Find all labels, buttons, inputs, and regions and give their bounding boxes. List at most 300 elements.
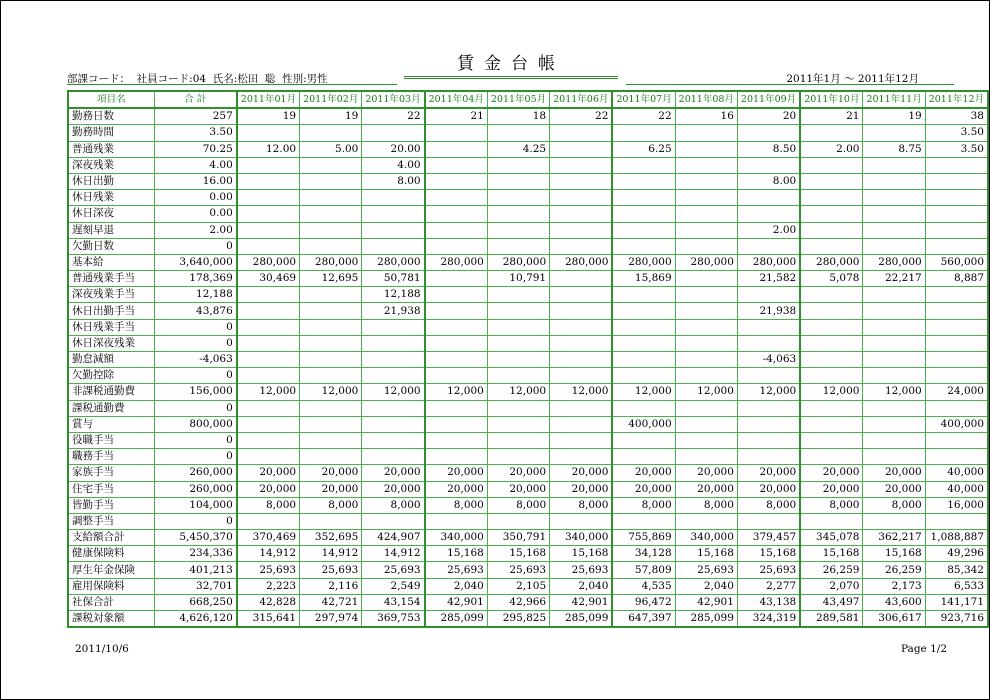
column-header-month: 2011年02月 bbox=[300, 91, 362, 108]
month-cell: 379,457 bbox=[737, 530, 800, 546]
month-cell: 350,791 bbox=[487, 530, 549, 546]
month-cell: 16,000 bbox=[925, 497, 988, 513]
table-row bbox=[68, 287, 988, 303]
row-total-cell: 800,000 bbox=[154, 416, 237, 432]
month-cell: 306,617 bbox=[863, 611, 925, 628]
month-cell: 20,000 bbox=[863, 465, 925, 481]
month-cell: 40,000 bbox=[925, 465, 988, 481]
month-cell bbox=[737, 190, 800, 206]
month-cell bbox=[300, 400, 362, 416]
month-cell bbox=[800, 190, 863, 206]
month-cell bbox=[550, 141, 613, 157]
row-total-cell: 3,640,000 bbox=[154, 254, 237, 270]
month-cell: 12,000 bbox=[675, 384, 737, 400]
month-cell: 8,000 bbox=[550, 497, 613, 513]
row-total-cell: 0 bbox=[154, 400, 237, 416]
month-cell bbox=[300, 303, 362, 319]
month-cell bbox=[925, 190, 988, 206]
month-cell bbox=[612, 125, 675, 141]
month-cell bbox=[800, 432, 863, 448]
row-label: 欠勤控除 bbox=[68, 368, 154, 384]
month-cell bbox=[237, 206, 300, 222]
month-cell bbox=[237, 287, 300, 303]
month-cell: 8,000 bbox=[863, 497, 925, 513]
month-cell bbox=[612, 352, 675, 368]
month-cell: 8,000 bbox=[612, 497, 675, 513]
month-cell: 12,000 bbox=[612, 384, 675, 400]
month-cell: 25,693 bbox=[300, 562, 362, 578]
month-cell bbox=[300, 368, 362, 384]
month-cell: 21,938 bbox=[737, 303, 800, 319]
row-label: 休日深夜残業 bbox=[68, 335, 154, 351]
month-cell: 8,000 bbox=[237, 497, 300, 513]
month-cell bbox=[237, 190, 300, 206]
month-cell bbox=[612, 303, 675, 319]
month-cell bbox=[487, 400, 549, 416]
month-cell: 20,000 bbox=[800, 465, 863, 481]
month-cell: 34,128 bbox=[612, 546, 675, 562]
month-cell: 10,791 bbox=[487, 271, 549, 287]
table-row bbox=[68, 481, 988, 497]
month-cell: 42,966 bbox=[487, 594, 549, 610]
month-cell: 340,000 bbox=[425, 530, 488, 546]
month-cell bbox=[425, 173, 488, 189]
month-cell bbox=[237, 157, 300, 173]
month-cell bbox=[300, 157, 362, 173]
month-cell bbox=[237, 368, 300, 384]
row-total-cell: 0 bbox=[154, 238, 237, 254]
month-cell bbox=[612, 222, 675, 238]
row-total-cell: 156,000 bbox=[154, 384, 237, 400]
month-cell bbox=[925, 319, 988, 335]
month-cell bbox=[863, 222, 925, 238]
month-cell: 24,000 bbox=[925, 384, 988, 400]
month-cell: 20,000 bbox=[737, 465, 800, 481]
month-cell: 5.00 bbox=[300, 141, 362, 157]
month-cell: 15,168 bbox=[863, 546, 925, 562]
row-total-cell: 178,369 bbox=[154, 271, 237, 287]
month-cell bbox=[612, 432, 675, 448]
month-cell bbox=[237, 173, 300, 189]
month-cell: 15,168 bbox=[800, 546, 863, 562]
month-cell bbox=[362, 400, 425, 416]
row-label: 勤務時間 bbox=[68, 125, 154, 141]
month-cell bbox=[362, 238, 425, 254]
month-cell bbox=[863, 335, 925, 351]
table-row bbox=[68, 271, 988, 287]
table-row bbox=[68, 254, 988, 270]
month-cell bbox=[300, 287, 362, 303]
month-cell bbox=[675, 125, 737, 141]
month-cell: 285,099 bbox=[550, 611, 613, 628]
month-cell: 12,000 bbox=[425, 384, 488, 400]
table-header bbox=[68, 91, 988, 108]
month-cell: 25,693 bbox=[237, 562, 300, 578]
month-cell: 22 bbox=[612, 108, 675, 125]
month-cell bbox=[675, 352, 737, 368]
month-cell bbox=[737, 157, 800, 173]
month-cell: 20.00 bbox=[362, 141, 425, 157]
month-cell: 352,695 bbox=[300, 530, 362, 546]
column-header-month: 2011年11月 bbox=[863, 91, 925, 108]
month-cell: 21,938 bbox=[362, 303, 425, 319]
month-cell: 4.25 bbox=[487, 141, 549, 157]
month-cell: 2,040 bbox=[425, 578, 488, 594]
table-row bbox=[68, 384, 988, 400]
month-cell: 20,000 bbox=[487, 465, 549, 481]
month-cell: 15,168 bbox=[550, 546, 613, 562]
month-cell bbox=[863, 352, 925, 368]
month-cell: 43,600 bbox=[863, 594, 925, 610]
row-total-cell: 234,336 bbox=[154, 546, 237, 562]
table-row bbox=[68, 319, 988, 335]
month-cell bbox=[925, 238, 988, 254]
month-cell: 2,549 bbox=[362, 578, 425, 594]
month-cell bbox=[362, 190, 425, 206]
month-cell bbox=[863, 368, 925, 384]
month-cell bbox=[925, 432, 988, 448]
month-cell bbox=[863, 303, 925, 319]
month-cell bbox=[300, 125, 362, 141]
month-cell: 8,000 bbox=[737, 497, 800, 513]
month-cell: 2,277 bbox=[737, 578, 800, 594]
month-cell bbox=[612, 319, 675, 335]
table-row bbox=[68, 108, 988, 125]
month-cell: 25,693 bbox=[362, 562, 425, 578]
column-header-month: 2011年03月 bbox=[362, 91, 425, 108]
month-cell bbox=[675, 319, 737, 335]
row-label: 賞与 bbox=[68, 416, 154, 432]
month-cell bbox=[425, 157, 488, 173]
row-label: 健康保険料 bbox=[68, 546, 154, 562]
month-cell bbox=[675, 222, 737, 238]
month-cell: 3.50 bbox=[925, 141, 988, 157]
month-cell bbox=[863, 173, 925, 189]
month-cell: 26,259 bbox=[800, 562, 863, 578]
table-row bbox=[68, 157, 988, 173]
month-cell bbox=[800, 449, 863, 465]
month-cell: 289,581 bbox=[800, 611, 863, 628]
column-header-month: 2011年12月 bbox=[925, 91, 988, 108]
column-header-month: 2011年05月 bbox=[487, 91, 549, 108]
month-cell: 57,809 bbox=[612, 562, 675, 578]
row-total-cell: 16.00 bbox=[154, 173, 237, 189]
month-cell bbox=[800, 352, 863, 368]
month-cell: 280,000 bbox=[487, 254, 549, 270]
page-number: Page 1/2 bbox=[900, 643, 947, 655]
month-cell bbox=[300, 173, 362, 189]
row-total-cell: 2.00 bbox=[154, 222, 237, 238]
print-date: 2011/10/6 bbox=[75, 643, 129, 655]
month-cell: 280,000 bbox=[300, 254, 362, 270]
month-cell: 43,497 bbox=[800, 594, 863, 610]
month-cell bbox=[800, 513, 863, 529]
month-cell bbox=[550, 238, 613, 254]
month-cell: 2,116 bbox=[300, 578, 362, 594]
month-cell: 15,168 bbox=[425, 546, 488, 562]
month-cell bbox=[237, 303, 300, 319]
month-cell bbox=[737, 513, 800, 529]
row-total-cell: 0 bbox=[154, 513, 237, 529]
column-header-total: 合 計 bbox=[154, 91, 237, 108]
month-cell bbox=[863, 513, 925, 529]
month-cell bbox=[737, 449, 800, 465]
month-cell bbox=[675, 190, 737, 206]
row-label: 厚生年金保険 bbox=[68, 562, 154, 578]
month-cell: 560,000 bbox=[925, 254, 988, 270]
month-cell bbox=[425, 432, 488, 448]
period-range: 2011年1月 ～ 2011年12月 bbox=[786, 73, 919, 85]
month-cell bbox=[737, 416, 800, 432]
month-cell bbox=[487, 173, 549, 189]
month-cell bbox=[237, 335, 300, 351]
month-cell: 20,000 bbox=[425, 481, 488, 497]
month-cell bbox=[863, 416, 925, 432]
month-cell bbox=[800, 206, 863, 222]
row-total-cell: 4,626,120 bbox=[154, 611, 237, 628]
month-cell bbox=[800, 303, 863, 319]
table-row bbox=[68, 611, 988, 628]
month-cell: 85,342 bbox=[925, 562, 988, 578]
month-cell bbox=[362, 319, 425, 335]
month-cell bbox=[675, 287, 737, 303]
month-cell: 20,000 bbox=[612, 481, 675, 497]
month-cell: 12,695 bbox=[300, 271, 362, 287]
month-cell: 2,173 bbox=[863, 578, 925, 594]
month-cell: 345,078 bbox=[800, 530, 863, 546]
row-label: 深夜残業手当 bbox=[68, 287, 154, 303]
row-label: 休日深夜 bbox=[68, 206, 154, 222]
month-cell: 400,000 bbox=[612, 416, 675, 432]
table-row bbox=[68, 432, 988, 448]
month-cell bbox=[300, 190, 362, 206]
month-cell bbox=[487, 238, 549, 254]
month-cell: 280,000 bbox=[675, 254, 737, 270]
row-total-cell: 5,450,370 bbox=[154, 530, 237, 546]
month-cell bbox=[800, 416, 863, 432]
month-cell: 340,000 bbox=[675, 530, 737, 546]
month-cell: 22 bbox=[362, 108, 425, 125]
row-total-cell: 0 bbox=[154, 449, 237, 465]
month-cell: 20,000 bbox=[550, 465, 613, 481]
month-cell: 12,000 bbox=[550, 384, 613, 400]
info-underline-right bbox=[626, 84, 954, 85]
month-cell bbox=[612, 449, 675, 465]
month-cell: 2,223 bbox=[237, 578, 300, 594]
table-row bbox=[68, 352, 988, 368]
month-cell bbox=[800, 319, 863, 335]
month-cell: 141,171 bbox=[925, 594, 988, 610]
row-total-cell: 401,213 bbox=[154, 562, 237, 578]
table-row bbox=[68, 368, 988, 384]
month-cell: 20,000 bbox=[237, 481, 300, 497]
month-cell: 280,000 bbox=[550, 254, 613, 270]
month-cell: 49,296 bbox=[925, 546, 988, 562]
month-cell bbox=[237, 319, 300, 335]
column-header-month: 2011年09月 bbox=[737, 91, 800, 108]
month-cell: 42,901 bbox=[675, 594, 737, 610]
month-cell bbox=[863, 449, 925, 465]
month-cell bbox=[425, 416, 488, 432]
month-cell bbox=[487, 206, 549, 222]
month-cell: 25,693 bbox=[675, 562, 737, 578]
row-total-cell: 0.00 bbox=[154, 206, 237, 222]
month-cell: 8,000 bbox=[300, 497, 362, 513]
table-row bbox=[68, 303, 988, 319]
month-cell bbox=[800, 238, 863, 254]
month-cell bbox=[300, 449, 362, 465]
row-label: 支給額合計 bbox=[68, 530, 154, 546]
month-cell bbox=[237, 238, 300, 254]
month-cell bbox=[300, 206, 362, 222]
month-cell bbox=[612, 173, 675, 189]
month-cell: 43,138 bbox=[737, 594, 800, 610]
column-header-month: 2011年06月 bbox=[550, 91, 613, 108]
month-cell bbox=[675, 141, 737, 157]
month-cell: 20,000 bbox=[612, 465, 675, 481]
month-cell: 42,901 bbox=[425, 594, 488, 610]
month-cell bbox=[362, 352, 425, 368]
month-cell bbox=[362, 125, 425, 141]
month-cell bbox=[425, 125, 488, 141]
month-cell bbox=[675, 157, 737, 173]
month-cell bbox=[863, 125, 925, 141]
month-cell: 2.00 bbox=[800, 141, 863, 157]
month-cell: 362,217 bbox=[863, 530, 925, 546]
table-row bbox=[68, 416, 988, 432]
month-cell: 14,912 bbox=[237, 546, 300, 562]
month-cell bbox=[675, 416, 737, 432]
row-total-cell: 668,250 bbox=[154, 594, 237, 610]
month-cell bbox=[800, 125, 863, 141]
month-cell bbox=[800, 400, 863, 416]
month-cell bbox=[425, 287, 488, 303]
month-cell bbox=[800, 157, 863, 173]
month-cell bbox=[550, 287, 613, 303]
month-cell bbox=[487, 190, 549, 206]
month-cell: 8.50 bbox=[737, 141, 800, 157]
month-cell: 38 bbox=[925, 108, 988, 125]
month-cell bbox=[863, 319, 925, 335]
month-cell bbox=[237, 513, 300, 529]
month-cell bbox=[863, 206, 925, 222]
month-cell: 42,721 bbox=[300, 594, 362, 610]
month-cell: 15,168 bbox=[487, 546, 549, 562]
month-cell: 25,693 bbox=[737, 562, 800, 578]
table-row bbox=[68, 465, 988, 481]
month-cell: 12,000 bbox=[362, 384, 425, 400]
month-cell: 16 bbox=[675, 108, 737, 125]
page-title: 賃金台帳 bbox=[404, 49, 618, 79]
month-cell: 280,000 bbox=[237, 254, 300, 270]
employee-info: 部課コード： 社員コード:04 氏名:松田 聡 性別:男性 bbox=[67, 73, 328, 85]
month-cell bbox=[237, 125, 300, 141]
month-cell bbox=[425, 222, 488, 238]
row-total-cell: 0 bbox=[154, 319, 237, 335]
row-label: 住宅手当 bbox=[68, 481, 154, 497]
month-cell bbox=[300, 319, 362, 335]
info-underline-left bbox=[67, 84, 397, 85]
table-row bbox=[68, 335, 988, 351]
month-cell bbox=[550, 449, 613, 465]
month-cell bbox=[863, 190, 925, 206]
month-cell bbox=[925, 368, 988, 384]
row-label: 課税通勤費 bbox=[68, 400, 154, 416]
month-cell: 20,000 bbox=[550, 481, 613, 497]
month-cell bbox=[237, 400, 300, 416]
month-cell: 2.00 bbox=[737, 222, 800, 238]
month-cell: 12,000 bbox=[237, 384, 300, 400]
month-cell: 50,781 bbox=[362, 271, 425, 287]
month-cell bbox=[675, 238, 737, 254]
column-header-month: 2011年01月 bbox=[237, 91, 300, 108]
month-cell: 8,000 bbox=[487, 497, 549, 513]
column-header-item: 項目名 bbox=[68, 91, 154, 108]
month-cell bbox=[487, 335, 549, 351]
month-cell bbox=[612, 206, 675, 222]
month-cell: 42,828 bbox=[237, 594, 300, 610]
row-total-cell: 0 bbox=[154, 368, 237, 384]
row-label: 非課税通勤費 bbox=[68, 384, 154, 400]
table-row bbox=[68, 400, 988, 416]
month-cell: 22 bbox=[550, 108, 613, 125]
month-cell bbox=[737, 238, 800, 254]
month-cell: 12,000 bbox=[800, 384, 863, 400]
month-cell: 280,000 bbox=[800, 254, 863, 270]
month-cell bbox=[237, 449, 300, 465]
month-cell bbox=[675, 271, 737, 287]
month-cell bbox=[800, 368, 863, 384]
month-cell: 8,000 bbox=[425, 497, 488, 513]
month-cell bbox=[737, 400, 800, 416]
month-cell bbox=[550, 319, 613, 335]
month-cell: 14,912 bbox=[362, 546, 425, 562]
month-cell bbox=[925, 222, 988, 238]
month-cell bbox=[300, 432, 362, 448]
month-cell bbox=[362, 513, 425, 529]
month-cell: 2,070 bbox=[800, 578, 863, 594]
month-cell bbox=[925, 157, 988, 173]
month-cell: 20,000 bbox=[675, 465, 737, 481]
table-row bbox=[68, 238, 988, 254]
month-cell: 20,000 bbox=[362, 481, 425, 497]
month-cell: 21,582 bbox=[737, 271, 800, 287]
month-cell bbox=[737, 125, 800, 141]
month-cell bbox=[675, 432, 737, 448]
column-header-month: 2011年07月 bbox=[612, 91, 675, 108]
month-cell: 20,000 bbox=[300, 481, 362, 497]
month-cell bbox=[863, 157, 925, 173]
month-cell: 96,472 bbox=[612, 594, 675, 610]
month-cell: 43,154 bbox=[362, 594, 425, 610]
month-cell bbox=[737, 206, 800, 222]
row-total-cell: 260,000 bbox=[154, 481, 237, 497]
month-cell: 8,000 bbox=[362, 497, 425, 513]
month-cell bbox=[237, 416, 300, 432]
row-total-cell: 0 bbox=[154, 335, 237, 351]
month-cell bbox=[487, 319, 549, 335]
month-cell bbox=[425, 368, 488, 384]
month-cell: 20,000 bbox=[237, 465, 300, 481]
month-cell bbox=[925, 513, 988, 529]
row-total-cell: -4,063 bbox=[154, 352, 237, 368]
month-cell bbox=[425, 141, 488, 157]
month-cell bbox=[550, 157, 613, 173]
header-row bbox=[68, 91, 988, 108]
month-cell: 19 bbox=[863, 108, 925, 125]
table-row bbox=[68, 222, 988, 238]
month-cell: 20,000 bbox=[300, 465, 362, 481]
